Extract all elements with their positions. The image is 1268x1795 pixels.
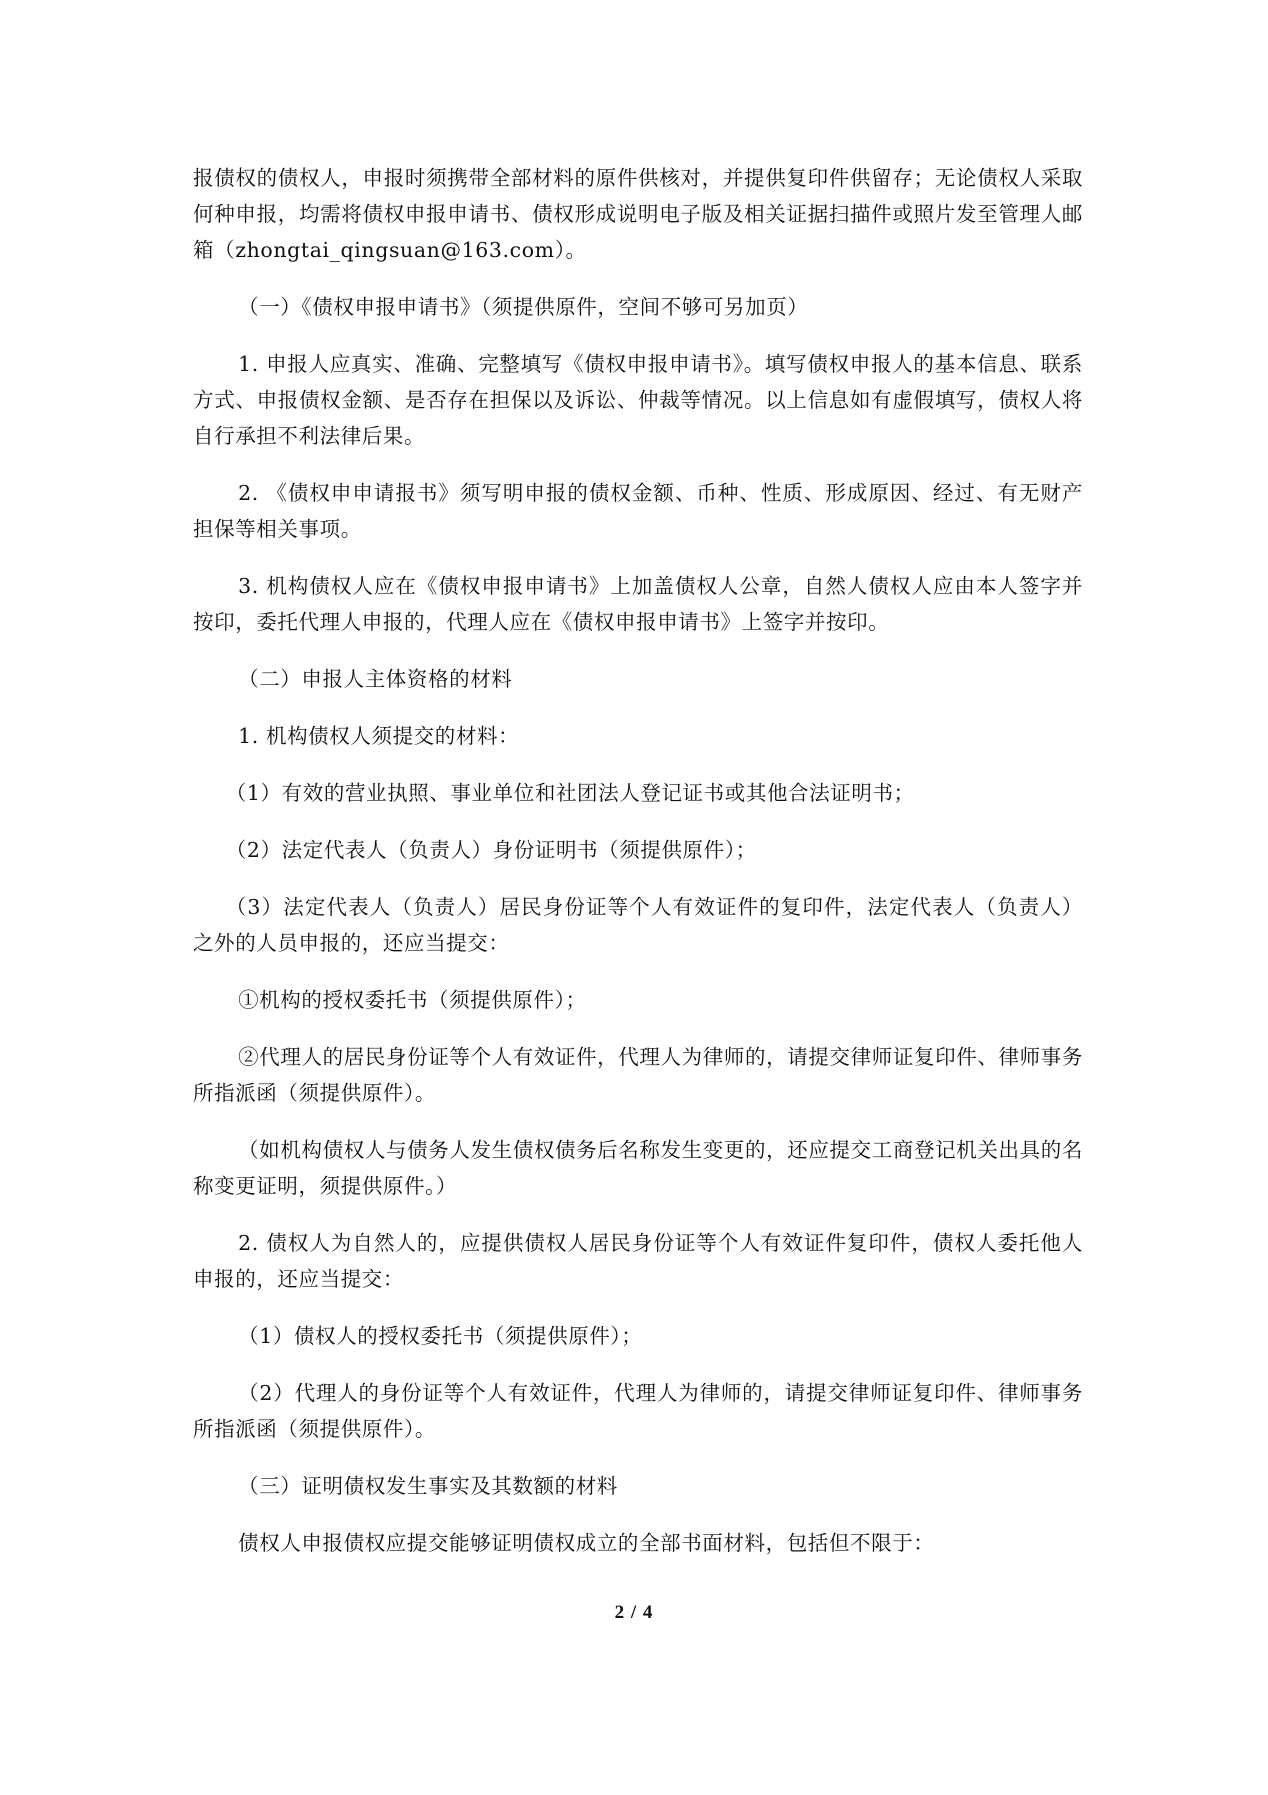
paragraph-item-2-2-2: （2）代理人的身份证等个人有效证件，代理人为律师的，请提交律师证复印件、律师事务所指派函（须提供原件）。	[193, 1381, 1083, 1441]
paragraph-item-circled-2: ②代理人的居民身份证等个人有效证件，代理人为律师的，请提交律师证复印件、律师事务所指派函（须提供原件）。	[193, 1045, 1083, 1105]
document-body	[193, 160, 1083, 1582]
paragraph-item-2-1: 1. 机构债权人须提交的材料：	[238, 724, 520, 748]
paragraph-item-1-1: 1. 申报人应真实、准确、完整填写《债权申报申请书》。填写债权申报人的基本信息、联系方式、申报债权金额、是否存在担保以及诉讼、仲裁等情况。以上信息如有虚假填写，债权人将自行承担不利法律后果。	[193, 352, 1083, 448]
heading-section-2: （二）申报人主体资格的材料	[238, 667, 513, 691]
paragraph-item-1-2: 2. 《债权申申请报书》须写明申报的债权金额、币种、性质、形成原因、经过、有无财产担保等相关事项。	[193, 481, 1083, 541]
paragraph-item-circled-1: ①机构的授权委托书（须提供原件）；	[238, 988, 587, 1012]
heading-section-3: （三）证明债权发生事实及其数额的材料	[238, 1474, 618, 1498]
paragraph-item-2-1-1: （1）有效的营业执照、事业单位和社团法人登记证书或其他合法证明书；	[225, 781, 915, 805]
heading-section-1: （一）《债权申报申请书》（须提供原件，空间不够可另加页）	[238, 295, 809, 319]
paragraph-submission-note: 报债权的债权人，申报时须携带全部材料的原件供核对，并提供复印件供留存；无论债权人采取何种申报，均需将债权申报申请书、债权形成说明电子版及相关证据扫描件或照片发至管理人邮箱（zhongtai_qingsuan@163.com）。	[193, 166, 1083, 262]
paragraph-item-2-1-3: （3）法定代表人（负责人）居民身份证等个人有效证件的复印件，法定代表人（负责人）之外的人员申报的，还应当提交：	[193, 895, 1083, 955]
paragraph-item-2-2: 2. 债权人为自然人的，应提供债权人居民身份证等个人有效证件复印件，债权人委托他人申报的，还应当提交：	[193, 1231, 1083, 1291]
paragraph-name-change-note: （如机构债权人与债务人发生债权债务后名称发生变更的，还应提交工商登记机关出具的名称变更证明，须提供原件。）	[193, 1138, 1083, 1198]
paragraph-item-2-1-2: （2）法定代表人（负责人）身份证明书（须提供原件）；	[225, 838, 757, 862]
paragraph-item-2-2-1: （1）债权人的授权委托书（须提供原件）；	[238, 1324, 643, 1348]
paragraph-section-3-intro: 债权人申报债权应提交能够证明债权成立的全部书面材料，包括但不限于：	[238, 1531, 935, 1555]
page-number: 2 / 4	[614, 1602, 654, 1623]
paragraph-item-1-3: 3. 机构债权人应在《债权申报申请书》上加盖债权人公章，自然人债权人应由本人签字并按印，委托代理人申报的，代理人应在《债权申报申请书》上签字并按印。	[193, 574, 1083, 634]
